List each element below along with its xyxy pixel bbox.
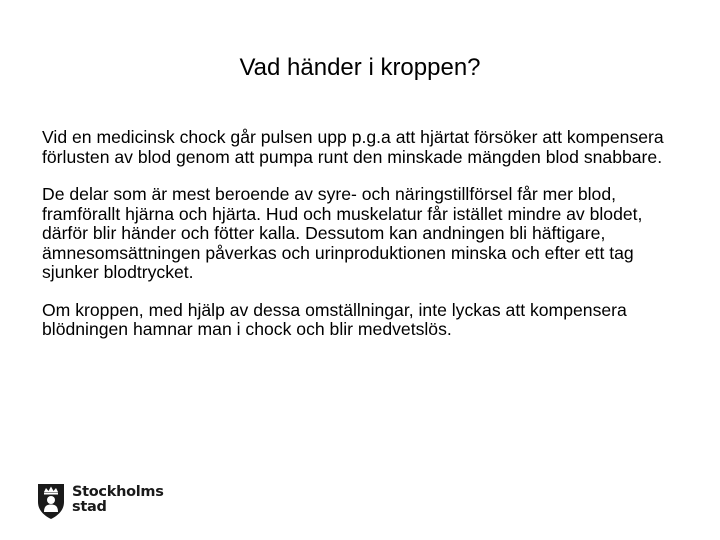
slide-title: Vad händer i kroppen? <box>239 54 481 81</box>
paragraph-2: De delar som är mest beroende av syre- och näringstillförsel får mer blod, framförallt hjärna och hjärta. Hud och muskelatur får istället mindre av blodet, därför blir händer och fötter kalla. Dessutom kan andningen bli häftigare, ämnesomsättningen påverkas och urinproduktionen minska och efter ett tag sjunker blodtrycket. <box>42 184 643 282</box>
paragraph-1: Vid en medicinsk chock går pulsen upp p.g.a att hjärtat försöker att kompensera förlusten av blod genom att pumpa runt den minskade mängden blod snabbare. <box>42 127 664 167</box>
crown-crest-icon <box>36 480 66 520</box>
logo-wordmark <box>72 485 164 515</box>
stockholms-stad-logo <box>36 478 164 522</box>
paragraph-3: Om kroppen, med hjälp av dessa omställningar, inte lyckas att kompensera blödningen hamnar man i chock och blir medvetslös. <box>42 299 627 339</box>
logo-line-2: stad <box>72 499 107 515</box>
slide-body <box>42 128 682 358</box>
logo-line-1: Stockholms <box>72 484 164 500</box>
